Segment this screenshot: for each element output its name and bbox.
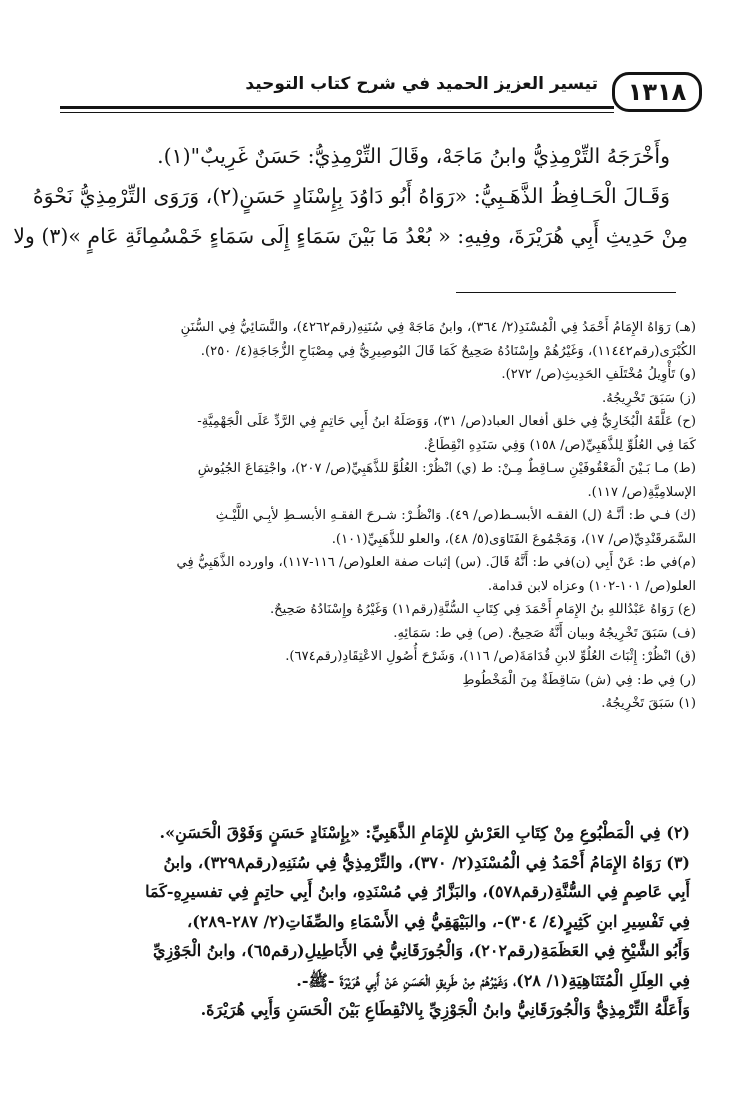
footnote-line: وَأَبُو الشَّيْخِ فِي العَظَمَةِ(رقم٢٠٢)، وَالْجُورَقَانِيُّ فِي الأَبَاطِيلِ(رقم٦٥)، وابنُ الْجَوْزِيِّ — [152, 941, 690, 960]
footnote-line: (ط) مـا بَـيْنَ الْمَعْقُوفَيْنِ سـاقِطٌ مِـنْ: ط (ي) انْظُرْ: العُلُوَّ للذَّهَبِيِّ(ص/ ٢٠٧)، واجْتِمَاعَ الجُيُوشِ — [197, 461, 696, 476]
footnotes-small — [44, 316, 696, 716]
footnote-line: (ح) عَلَّقَهُ الْبُخَارِيُّ فِي خلق أفعال العباد(ص/ ٣١)، وَوَصَلَهُ ابنُ أَبِي حَاتِمٍ فِي الرَّدِّ عَلَى الْجَهْمِيَّةِ- — [197, 414, 696, 429]
footnote-line: كَمَا فِي العُلُوِّ لِلذَّهَبِيِّ(ص/ ١٥٨) وَفِي سَنَدِهِ انْقِطَاعٌ. — [423, 437, 696, 453]
main-text — [13, 140, 688, 260]
footnote-line: (هـ) رَوَاهُ الإِمَامُ أَحْمَدُ فِي الْمُسْنَدِ(٢/ ٣٦٤)، وابنُ مَاجَهْ فِي سُنَنِهِ(رقم٤٢٦٢)، والنَّسَائِيُّ فِي السُّنَنِ — [180, 320, 696, 335]
footnote-line: (م)في ط: عَنْ أَبِي (ن)في ط: أَنَّهُ قَالَ. (س) إثبات صفة العلو(ص/ ١١٦-١١٧)، واورده الذَّهَبِيُّ فِي — [176, 555, 696, 570]
footnote-line: (٢) فِي الْمَطْبُوعِ مِنْ كِتَابِ العَرْشِ للإِمَامِ الذَّهَبِيِّ: «بِإِسْنَادٍ حَسَنٍ وَفَوْقَ الْحَسَنِ». — [159, 823, 690, 842]
footnote-line: (ك) فـي ط: أنَّـهُ (ل) الفقـه الأبسـط(ص/ ٤٩). وَانْظُـرْ: شـرحَ الفقـهِ الأبسـطِ لأبِـي اللَّيْـثِ — [215, 508, 696, 523]
footnote-divider — [456, 292, 676, 293]
footnote-line: (و) تَأْوِيلُ مُخْتَلَفِ الحَدِيثِ(ص/ ٢٧٢). — [501, 367, 696, 382]
footnote-line: (ق) انْظُرْ: إِثْبَاتَ العُلُوِّ لابنِ قُدَامَةَ(ص/ ١١٦)، وَشَرْحَ أُصُولِ الاعْتِقَادِ(رقم٦٧٤). — [285, 649, 696, 664]
footnote-line: فِي تَفْسِيرِ ابنِ كَثِيرٍ(٤/ ٣٠٤)-، والبَيْهَقِيُّ فِي الأَسْمَاءِ والصِّفَاتِ(٢/ ٢٨٧-٢٨٩)، — [187, 911, 690, 931]
footnote-line: الإسلامِيَّةِ(ص/ ١١٧). — [587, 484, 696, 500]
footnote-line: (ف) سَبَقَ تَخْرِيجُهُ وبيان أَنَّهُ صَحِيحٌ. (ص) فِي ط: سَمَائِهِ. — [393, 625, 696, 641]
main-paragraph-line: وَقَـالَ الْحَـافِظُ الذَّهَـبِيُّ: «رَوَاهُ أَبُو دَاوُدَ بِإِسْنَادٍ حَسَنٍ(٢)، وَرَوَى التِّرْمِذِيُّ نَحْوَهُ — [32, 184, 670, 208]
main-paragraph-line: وأَخْرَجَهُ التِّرْمِذِيُّ وابنُ مَاجَهْ، وقَالَ التِّرْمِذِيُّ: حَسَنٌ غَرِيبٌ"(١). — [157, 144, 670, 168]
footnote-line: فِي العِلَلِ الْمُتَنَاهِيَةِ(١/ ٢٨)، وَغَيْرُهُمْ مِنْ طَرِيقِ الْحَسَنِ عَنْ أَبِي هُرَيْرَةَ -ﷺ-. — [296, 970, 690, 990]
footnote-line: (ع) رَوَاهُ عَبْدُاللهِ بنُ الإِمَامِ أَحْمَدَ فِي كِتَابِ السُّنَّةِ(رقم١١) وَغَيْرُهُ وإِسْنَادُهُ صَحِيحٌ. — [269, 602, 696, 617]
footnotes-large — [44, 818, 690, 1025]
footnote-line: العلو(ص/ ١٠١-١٠٢) وعزاه لابن قدامة. — [487, 578, 696, 594]
main-paragraph-line: مِنْ حَدِيثِ أَبِي هُرَيْرَةَ، وفِيهِ: « بُعْدُ مَا بَيْنَ سَمَاءٍ إِلَى سَمَاءٍ خَمْسُمِائَةِ عَامٍ »(٣) ولا — [13, 224, 688, 248]
book-title: تيسير العزيز الحميد في شرح كتاب التوحيد — [245, 74, 598, 94]
footnote-line: (٣) رَوَاهُ الإِمَامُ أَحْمَدُ فِي الْمُسْنَدِ(٢/ ٣٧٠)، والتِّرْمِذِيُّ فِي سُنَنِهِ(رقم٣٢٩٨)، وابنُ — [163, 852, 690, 872]
footnote-line: أَبِي عَاصِمٍ فِي السُّنَّةِ(رقم٥٧٨)، والبَزَّارُ فِي مُسْنَدِهِ، وابنُ أَبِي حاتِمٍ فِي تفسيرِهِ-كَمَا — [145, 882, 690, 901]
header-rule-thick — [60, 106, 614, 109]
page-number: ١٣١٨ — [612, 72, 702, 112]
footnote-line: السَّمَرقَنْدِيِّ(ص/ ١٧)، وَمَجْمُوعَ الفَتَاوَى(٥/ ٤٨)، والعلو للذَّهَبِيِّ(١٠١). — [331, 531, 696, 547]
header-rule-thin — [60, 112, 614, 113]
page-header — [60, 62, 710, 110]
footnote-line: الكُبْرَى(رقم١١٤٤٢)، وَغَيْرُهُمْ وإِسْنَادُهُ صَحِيحٌ كَمَا قَالَ البُوصِيرِيُّ فِي مِصْبَاحِ الزُّجَاجَةِ(٤/ ٢٥٠). — [200, 343, 696, 359]
footnote-line: (ر) فِي ط: فِي (ش) سَاقِطَةٌ مِنَ الْمَخْطُوطِ — [462, 672, 696, 688]
footnote-line: (١) سَبَقَ تَخْرِيجُهُ. — [601, 696, 696, 711]
footnote-line: (ز) سَبَقَ تَخْرِيجُهُ. — [602, 390, 696, 406]
footnote-line: وَأَعَلَّهُ التِّرْمِذِيُّ وَالْجُورَقَانِيُّ وابنُ الْجَوْزِيِّ بِالانْقِطَاعِ بَيْنَ الْحَسَنِ وَأَبِي هُرَيْرَةَ. — [200, 1000, 690, 1019]
